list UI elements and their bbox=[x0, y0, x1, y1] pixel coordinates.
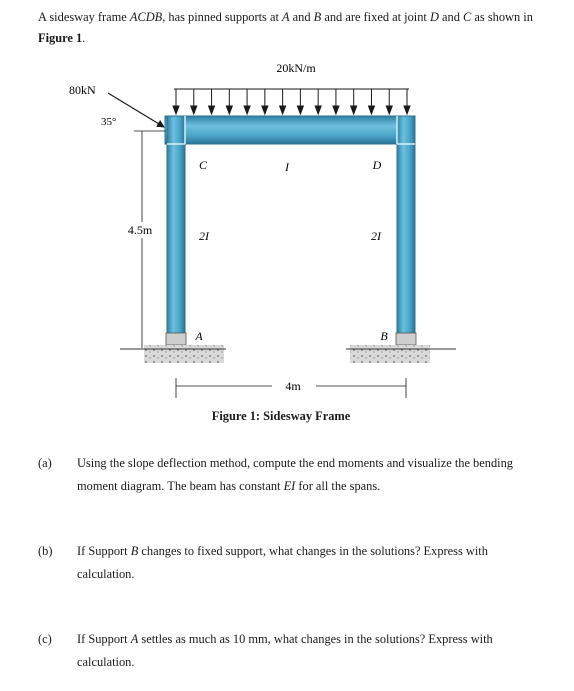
figure-caption bbox=[0, 409, 574, 424]
question-b bbox=[38, 540, 538, 590]
load-arrow-head bbox=[333, 106, 339, 114]
question-text bbox=[77, 540, 532, 586]
question-text-italic: B bbox=[130, 544, 139, 558]
load-arrow-head bbox=[368, 106, 374, 114]
joint-c-label: C bbox=[198, 158, 208, 172]
load-arrow-head bbox=[404, 106, 410, 114]
question-text-part: If Support bbox=[77, 544, 131, 558]
distributed-load-label: 20kN/m bbox=[276, 61, 316, 75]
intro-text: . bbox=[82, 31, 86, 45]
question-text bbox=[77, 628, 532, 674]
load-arrow-head bbox=[386, 106, 392, 114]
support-a bbox=[120, 333, 226, 363]
support-b bbox=[346, 333, 456, 363]
right-column-inertia-label: 2I bbox=[371, 229, 381, 243]
load-arrow-head bbox=[351, 106, 357, 114]
load-arrow-head bbox=[315, 106, 321, 114]
question-label: (b) bbox=[38, 544, 53, 558]
column-ac bbox=[167, 116, 185, 344]
distributed-load-arrows bbox=[173, 89, 410, 114]
support-b-ref: B bbox=[313, 10, 322, 24]
beam-cd bbox=[165, 116, 415, 144]
load-arrow-head bbox=[191, 106, 197, 114]
span-dimension-label: 4m bbox=[285, 379, 301, 393]
intro-text: , has pinned supports at bbox=[162, 10, 282, 24]
intro-text: and bbox=[289, 10, 314, 24]
figure-caption-text: Figure 1: Sidesway Frame bbox=[211, 409, 351, 423]
support-b-label: B bbox=[380, 329, 388, 343]
column-bd bbox=[397, 116, 415, 344]
question-text-part: Using the slope deflection method, compute the end moments and visualize the bending moment diagram. The beam has constant bbox=[77, 456, 513, 493]
intro-text: and are fixed at joint bbox=[321, 10, 430, 24]
load-arrow-head bbox=[297, 106, 303, 114]
frame-name: ACDB bbox=[129, 10, 163, 24]
intro-text: as shown in bbox=[471, 10, 533, 24]
joint-d-label: D bbox=[372, 158, 382, 172]
question-label: (c) bbox=[38, 632, 52, 646]
load-arrow-head bbox=[244, 106, 250, 114]
question-text-part: for all the spans. bbox=[295, 479, 381, 493]
joint-d-ref: D bbox=[429, 10, 439, 24]
load-angle-label: 35° bbox=[101, 116, 117, 128]
question-text-part: settles as much as 10 mm, what changes in the solutions? Express with calculation. bbox=[77, 632, 493, 669]
question-text-part: If Support bbox=[77, 632, 131, 646]
left-column-inertia-label: 2I bbox=[199, 229, 209, 243]
question-c bbox=[38, 628, 538, 678]
question-a bbox=[38, 452, 538, 502]
support-a-label: A bbox=[195, 329, 203, 343]
question-text-part: changes to fixed support, what changes in the solutions? Express with calculation. bbox=[77, 544, 488, 581]
load-arrow-head bbox=[226, 106, 232, 114]
load-arrow-head bbox=[280, 106, 286, 114]
point-load-label: 80kN bbox=[69, 83, 96, 97]
question-text-italic: EI bbox=[283, 479, 296, 493]
intro-text: A sidesway frame bbox=[38, 10, 130, 24]
figure-reference: Figure 1 bbox=[38, 31, 83, 45]
height-dimension-label: 4.5m bbox=[127, 223, 153, 237]
beam-inertia-label: I bbox=[285, 160, 289, 174]
question-text-italic: A bbox=[130, 632, 139, 646]
intro-text: and bbox=[438, 10, 464, 24]
support-a-ref: A bbox=[282, 10, 290, 24]
load-arrow-head bbox=[173, 106, 179, 114]
question-text bbox=[77, 452, 532, 498]
load-arrow-head bbox=[262, 106, 268, 114]
load-arrow-head bbox=[209, 106, 215, 114]
joint-c-ref: C bbox=[463, 10, 472, 24]
question-label: (a) bbox=[38, 456, 52, 470]
